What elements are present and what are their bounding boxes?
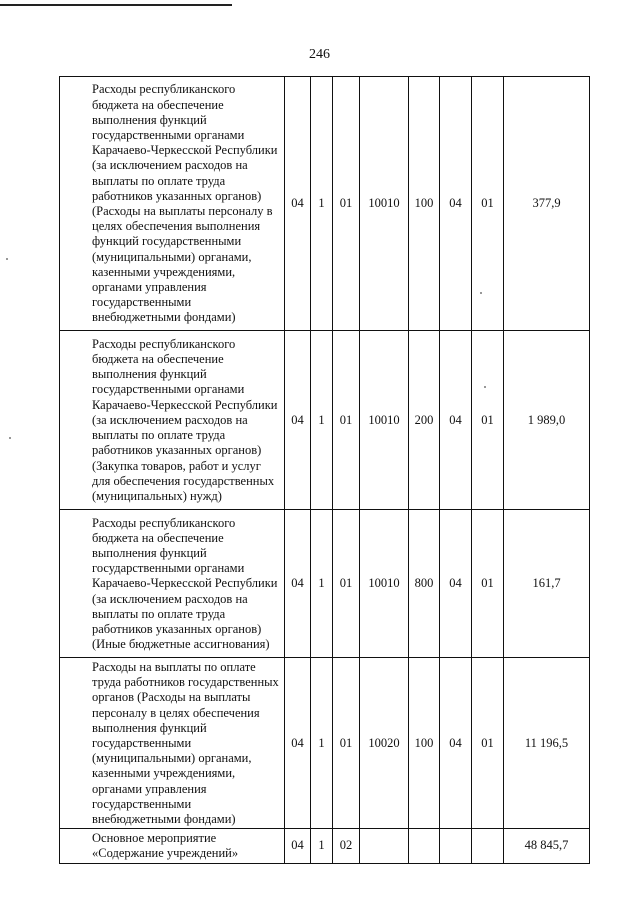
cell-code-3: 01 (333, 510, 360, 658)
cell-code-2: 1 (311, 658, 333, 829)
cell-code-7: 01 (472, 331, 504, 510)
cell-amount: 48 845,7 (504, 829, 590, 863)
cell-code-3: 02 (333, 829, 360, 863)
cell-code-5 (409, 829, 440, 863)
cell-code-4: 10020 (360, 658, 409, 829)
row-description: Расходы республиканского бюджета на обеспечение выполнения функций государственными органами Карачаево-Черкесской Республики (за исключением расходов на выплаты по оплате труда работников указанных органов) (Иные бюджетные ассигнования) (60, 510, 285, 658)
cell-code-2: 1 (311, 331, 333, 510)
scan-speck (9, 437, 11, 439)
cell-code-5: 100 (409, 658, 440, 829)
table-row (60, 331, 590, 510)
cell-code-6: 04 (440, 658, 472, 829)
table-row (60, 829, 590, 863)
cell-code-3: 01 (333, 658, 360, 829)
cell-code-1: 04 (285, 77, 311, 331)
cell-code-7: 01 (472, 658, 504, 829)
budget-table (59, 76, 590, 864)
cell-code-2: 1 (311, 510, 333, 658)
cell-code-3: 01 (333, 77, 360, 331)
row-description: Основное мероприятие «Содержание учреждений» (60, 829, 285, 863)
table-row (60, 510, 590, 658)
cell-code-5: 200 (409, 331, 440, 510)
cell-code-5: 800 (409, 510, 440, 658)
cell-code-7: 01 (472, 77, 504, 331)
cell-code-1: 04 (285, 510, 311, 658)
header-rule (0, 4, 232, 6)
page-number: 246 (309, 47, 330, 62)
row-description: Расходы на выплаты по оплате труда работников государственных органов (Расходы на выплаты персоналу в целях обеспечения выполнения функций государственными (муниципальными) органами, казенными учреждениями, органами управления государственными внебюджетными фондами) (60, 658, 285, 829)
row-description: Расходы республиканского бюджета на обеспечение выполнения функций государственными органами Карачаево-Черкесской Республики (за исключением расходов на выплаты по оплате труда работников указанных органов) (Расходы на выплаты персоналу в целях обеспечения выполнения функций государственными (муниципальными) органами, казенными учреждениями, органами управления государственными внебюджетными фондами) (60, 77, 285, 331)
scan-speck (480, 292, 482, 294)
cell-code-3: 01 (333, 331, 360, 510)
cell-amount: 1 989,0 (504, 331, 590, 510)
cell-code-7 (472, 829, 504, 863)
cell-code-4: 10010 (360, 331, 409, 510)
row-description: Расходы республиканского бюджета на обеспечение выполнения функций государственными органами Карачаево-Черкесской Республики (за исключением расходов на выплаты по оплате труда работников указанных органов) (Закупка товаров, работ и услуг для обеспечения государственных (муниципальных) нужд) (60, 331, 285, 510)
scan-speck (484, 386, 486, 388)
cell-code-1: 04 (285, 658, 311, 829)
cell-amount: 11 196,5 (504, 658, 590, 829)
cell-code-4 (360, 829, 409, 863)
cell-code-6: 04 (440, 331, 472, 510)
cell-code-2: 1 (311, 829, 333, 863)
cell-code-1: 04 (285, 331, 311, 510)
cell-code-4: 10010 (360, 77, 409, 331)
cell-code-6 (440, 829, 472, 863)
cell-code-1: 04 (285, 829, 311, 863)
table-row (60, 658, 590, 829)
cell-code-5: 100 (409, 77, 440, 331)
cell-code-2: 1 (311, 77, 333, 331)
cell-code-6: 04 (440, 77, 472, 331)
cell-code-7: 01 (472, 510, 504, 658)
table-row (60, 77, 590, 331)
scan-speck (6, 258, 8, 260)
cell-amount: 161,7 (504, 510, 590, 658)
cell-code-6: 04 (440, 510, 472, 658)
cell-amount: 377,9 (504, 77, 590, 331)
cell-code-4: 10010 (360, 510, 409, 658)
